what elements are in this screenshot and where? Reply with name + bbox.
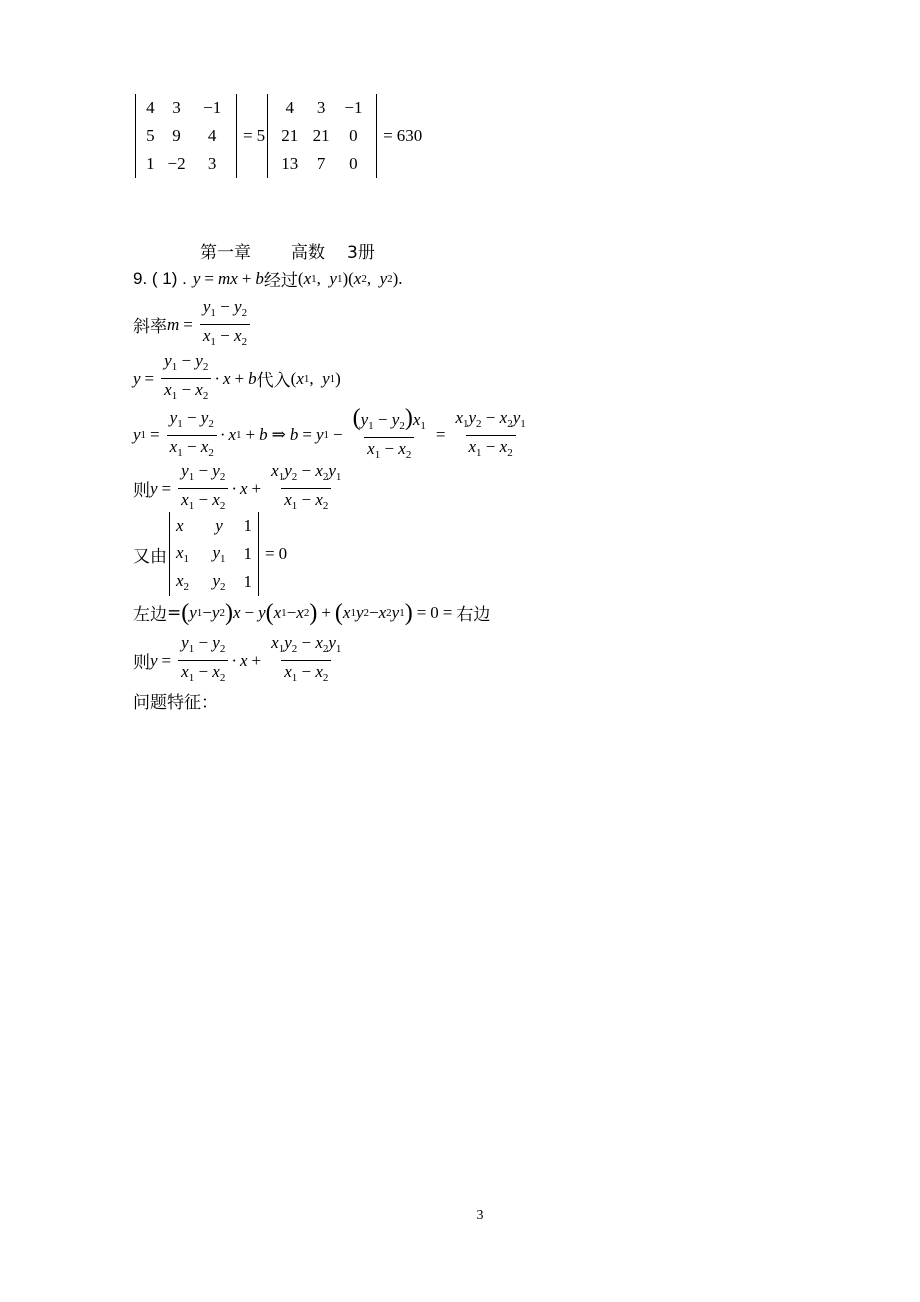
solve-b-equation: y 1 = $\frac{y_1 - y_2}{x_1 - x_2}$ · x 1 + b ⇒ b = y 1 − $\frac{(y_1 - y_2)x_1}{x_1 - x_2}$ = $\frac{x_1y_2 - x_2y_1}{x_1 - x_2}$ (133, 406, 532, 464)
then-label: 则 (133, 481, 150, 501)
page-number: 3 (476, 1208, 484, 1223)
slope-formula: 斜率 m = $\frac{y_1 - y_2}{x_1 - x_2}$ (133, 298, 253, 351)
coefficient: 5 (256, 126, 266, 145)
det-cell: 3 (316, 98, 326, 117)
fraction: $\frac{(y_1 - y_2)x_1}{x_1 - x_2}$ (350, 406, 429, 464)
heading-chapter: 第一章 (200, 243, 251, 263)
det-cell: 9 (172, 126, 181, 145)
determinant-right (267, 94, 377, 178)
section-heading (200, 238, 375, 263)
det-cell: 3 (172, 98, 181, 117)
det-cell: 0 (349, 126, 358, 145)
left-label: 左边 (133, 605, 167, 625)
substitute-label: 代入 (256, 371, 291, 391)
determinant-equation (133, 94, 422, 178)
fraction: $\frac{x_1y_2 - x_2y_1}{x_1 - x_2}$ (268, 634, 344, 687)
det-cell: 0 (349, 154, 358, 173)
fraction: $\frac{y_1 - y_2}{x_1 - x_2}$ (200, 298, 250, 351)
expansion-equation: 左边 = ( y 1 − y 2 ) x − y ( x 1 − x 2 ) + ( x 1 y 2 − x 2 y 1 ) = 0 = 右边 (133, 599, 491, 626)
equals-sign: = (243, 126, 253, 145)
det-cell: −2 (167, 154, 186, 173)
problem-statement: 9. ( 1) . y = mx + b 经过 ( x 1 , y 1 )( x 2 , y 2 ). (133, 266, 403, 291)
det-cell: 4 (207, 126, 217, 145)
also-label: 又由 (133, 546, 167, 567)
det-cell: 4 (285, 98, 294, 117)
fraction: $\frac{x_1y_2 - x_2y_1}{x_1 - x_2}$ (268, 462, 344, 515)
fraction: $\frac{x_1y_2 - x_2y_1}{x_1 - x_2}$ (452, 409, 528, 462)
det-cell: 7 (316, 154, 326, 173)
heading-volume: 3册 (347, 243, 375, 263)
result-value: 630 (396, 126, 423, 145)
equals-sign: = (383, 126, 393, 145)
fraction: $\frac{y_1 - y_2}{x_1 - x_2}$ (178, 634, 228, 687)
line-equation: y = $\frac{y_1 - y_2}{x_1 - x_2}$ · x + b 代入 ( x 1 , y 1 ) (133, 352, 341, 405)
fraction: $\frac{y_1 - y_2}{x_1 - x_2}$ (167, 409, 217, 462)
det-cell: −1 (203, 98, 222, 117)
problem-features-label: 问题特征： (133, 693, 218, 713)
det-cell: 21 (312, 126, 330, 145)
determinant-points: x y 1 $x_1$ $y_1$ 1 $x_2$ $y_2$ 1 (169, 512, 259, 596)
determinant-condition: 又由 x y 1 $x_1$ $y_1$ 1 $x_2$ $y_2$ 1 = 0 (133, 512, 287, 596)
det-cell: −1 (344, 98, 363, 117)
det-cell: 21 (281, 126, 299, 145)
determinant-left (135, 94, 237, 178)
result-equation-1: 则 y = $\frac{y_1 - y_2}{x_1 - x_2}$ · x + $\frac{x_1y_2 - x_2y_1}{x_1 - x_2}$ (133, 462, 347, 515)
then-label: 则 (133, 653, 150, 673)
det-cell: 5 (146, 126, 155, 145)
det-cell: 4 (146, 98, 155, 117)
slope-label: 斜率 (133, 317, 167, 337)
result-equation-2: 则 y = $\frac{y_1 - y_2}{x_1 - x_2}$ · x + $\frac{x_1y_2 - x_2y_1}{x_1 - x_2}$ (133, 634, 347, 687)
heading-subject: 高数 (291, 243, 325, 263)
det-cell: 13 (281, 154, 299, 173)
fraction: $\frac{y_1 - y_2}{x_1 - x_2}$ (178, 462, 228, 515)
det-cell: 3 (207, 154, 217, 173)
right-label: 右边 (456, 605, 491, 625)
fraction: $\frac{y_1 - y_2}{x_1 - x_2}$ (161, 352, 211, 405)
problem-number: 9. ( 1) . (133, 268, 187, 288)
passes-text: 经过 (263, 271, 298, 291)
det-cell: 1 (146, 154, 155, 173)
